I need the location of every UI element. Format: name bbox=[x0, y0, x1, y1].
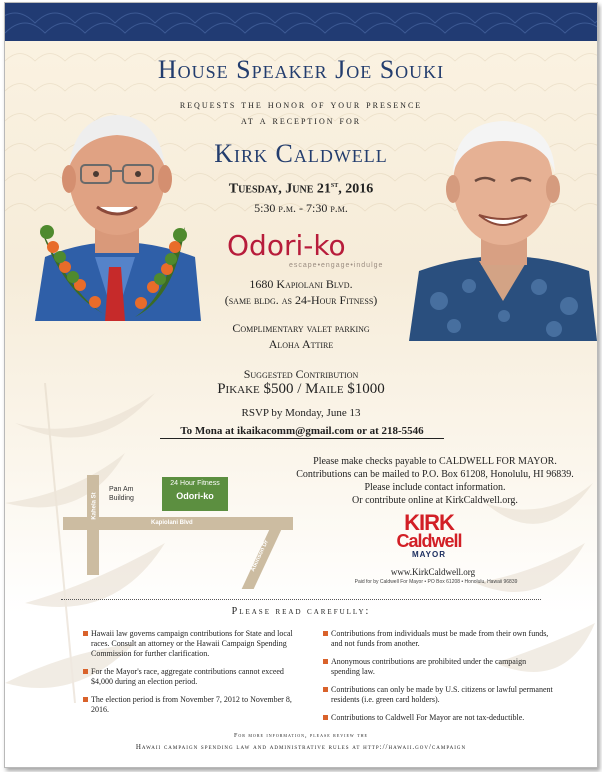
kirk-caldwell-mayor-logo bbox=[381, 510, 477, 559]
suggested-contribution-label: Suggested Contribution bbox=[243, 367, 359, 381]
location-map bbox=[63, 465, 303, 585]
pan-am-line-1: Pan Am bbox=[109, 486, 134, 493]
dotted-divider bbox=[61, 599, 541, 600]
logo-line-3: MAYOR bbox=[411, 550, 447, 559]
date-suffix: st bbox=[330, 179, 339, 189]
venue-logo-tagline: escape•engage•indulge bbox=[289, 262, 384, 269]
honoree-name: Kirk Caldwell bbox=[214, 139, 388, 168]
logo-line-2: Caldwell bbox=[396, 531, 462, 551]
venue-logo-word: Odori-ko bbox=[227, 229, 346, 262]
notice-item: Contributions can only be made by U.S. citizens or lawful permanent residents (i.e. green card holders). bbox=[323, 685, 553, 705]
logo-line-1: KIRK bbox=[404, 510, 454, 535]
top-wave-band bbox=[5, 3, 597, 41]
more-info-line-2: Hawaii campaign spending law and administrative rules at http://hawaii.gov/campaign bbox=[135, 743, 467, 751]
venue-marker-line-1: 24 Hour Fitness bbox=[170, 480, 220, 487]
notice-left-column bbox=[83, 629, 303, 723]
notice-right-column bbox=[323, 629, 553, 731]
odori-ko-logo bbox=[227, 229, 387, 269]
suggested-contribution-amounts: Pikake $500 / Maile $1000 bbox=[217, 381, 385, 397]
campaign-website: www.KirkCaldwell.org bbox=[390, 567, 476, 577]
notice-item: Hawaii law governs campaign contributions for State and local races. Consult an attorney or the Hawaii Campaign Spending Commission for further clarification. bbox=[83, 629, 303, 659]
notice-item: For the Mayor's race, aggregate contributions cannot exceed $4,000 during an election period. bbox=[83, 667, 303, 687]
invitation-flyer bbox=[4, 2, 598, 768]
more-info-line-1: For more information, please review the bbox=[233, 733, 368, 739]
venue-map-marker bbox=[162, 477, 228, 511]
date-year: , 2016 bbox=[338, 181, 374, 197]
paid-for-disclaimer: Paid for by Caldwell For Mayor • PO Box 61208 • Honolulu, Hawaii 96839 bbox=[354, 579, 518, 585]
valet-parking: Complimentary valet parking bbox=[232, 321, 370, 335]
venue-marker-line-2: Odori-ko bbox=[176, 491, 214, 501]
page-title: House Speaker Joe Souki bbox=[157, 55, 445, 84]
notice-item: The election period is from November 7, 2012 to November 8, 2016. bbox=[83, 695, 303, 715]
event-time: 5:30 p.m. - 7:30 p.m. bbox=[254, 201, 348, 215]
request-line-1: requests the honor of your presence bbox=[179, 97, 423, 111]
checks-line-1: Please make checks payable to CALDWELL FOR MAYOR. bbox=[313, 456, 557, 467]
address-line-1: 1680 Kapiolani Blvd. bbox=[249, 277, 353, 291]
contribution-instructions bbox=[285, 455, 585, 507]
atkinson-dr-label: Atkinson Dr bbox=[250, 539, 270, 573]
pan-am-line-2: Building bbox=[109, 495, 134, 502]
attire: Aloha Attire bbox=[268, 337, 334, 351]
address-line-2: (same bldg. as 24-Hour Fitness) bbox=[224, 293, 378, 307]
checks-line-3: Please include contact information. bbox=[364, 482, 506, 493]
date-main: Tuesday, June 21 bbox=[228, 181, 331, 197]
notice-item: Anonymous contributions are prohibited under the campaign spending law. bbox=[323, 657, 553, 677]
checks-line-2: Contributions can be mailed to P.O. Box 61208, Honolulu, HI 96839. bbox=[296, 469, 574, 480]
rsvp-deadline: RSVP by Monday, June 13 bbox=[241, 407, 361, 419]
request-line-2: at a reception for bbox=[240, 113, 362, 127]
checks-line-4: Or contribute online at KirkCaldwell.org. bbox=[352, 495, 518, 506]
notice-item: Contributions from individuals must be made from their own funds, and not funds from another. bbox=[323, 629, 553, 649]
kahela-st-label: Kahela St bbox=[91, 492, 98, 520]
pan-am-building-label bbox=[109, 485, 134, 503]
kapiolani-blvd-label: Kapiolani Blvd bbox=[151, 520, 193, 526]
wave-pattern-icon bbox=[5, 3, 597, 41]
event-date bbox=[5, 179, 597, 198]
notice-heading: Please read carefully: bbox=[231, 606, 371, 617]
notice-item: Contributions to Caldwell For Mayor are not tax-deductible. bbox=[323, 713, 553, 723]
rsvp-contact: To Mona at ikaikacomm@gmail.com or at 218-5546 bbox=[160, 425, 444, 439]
